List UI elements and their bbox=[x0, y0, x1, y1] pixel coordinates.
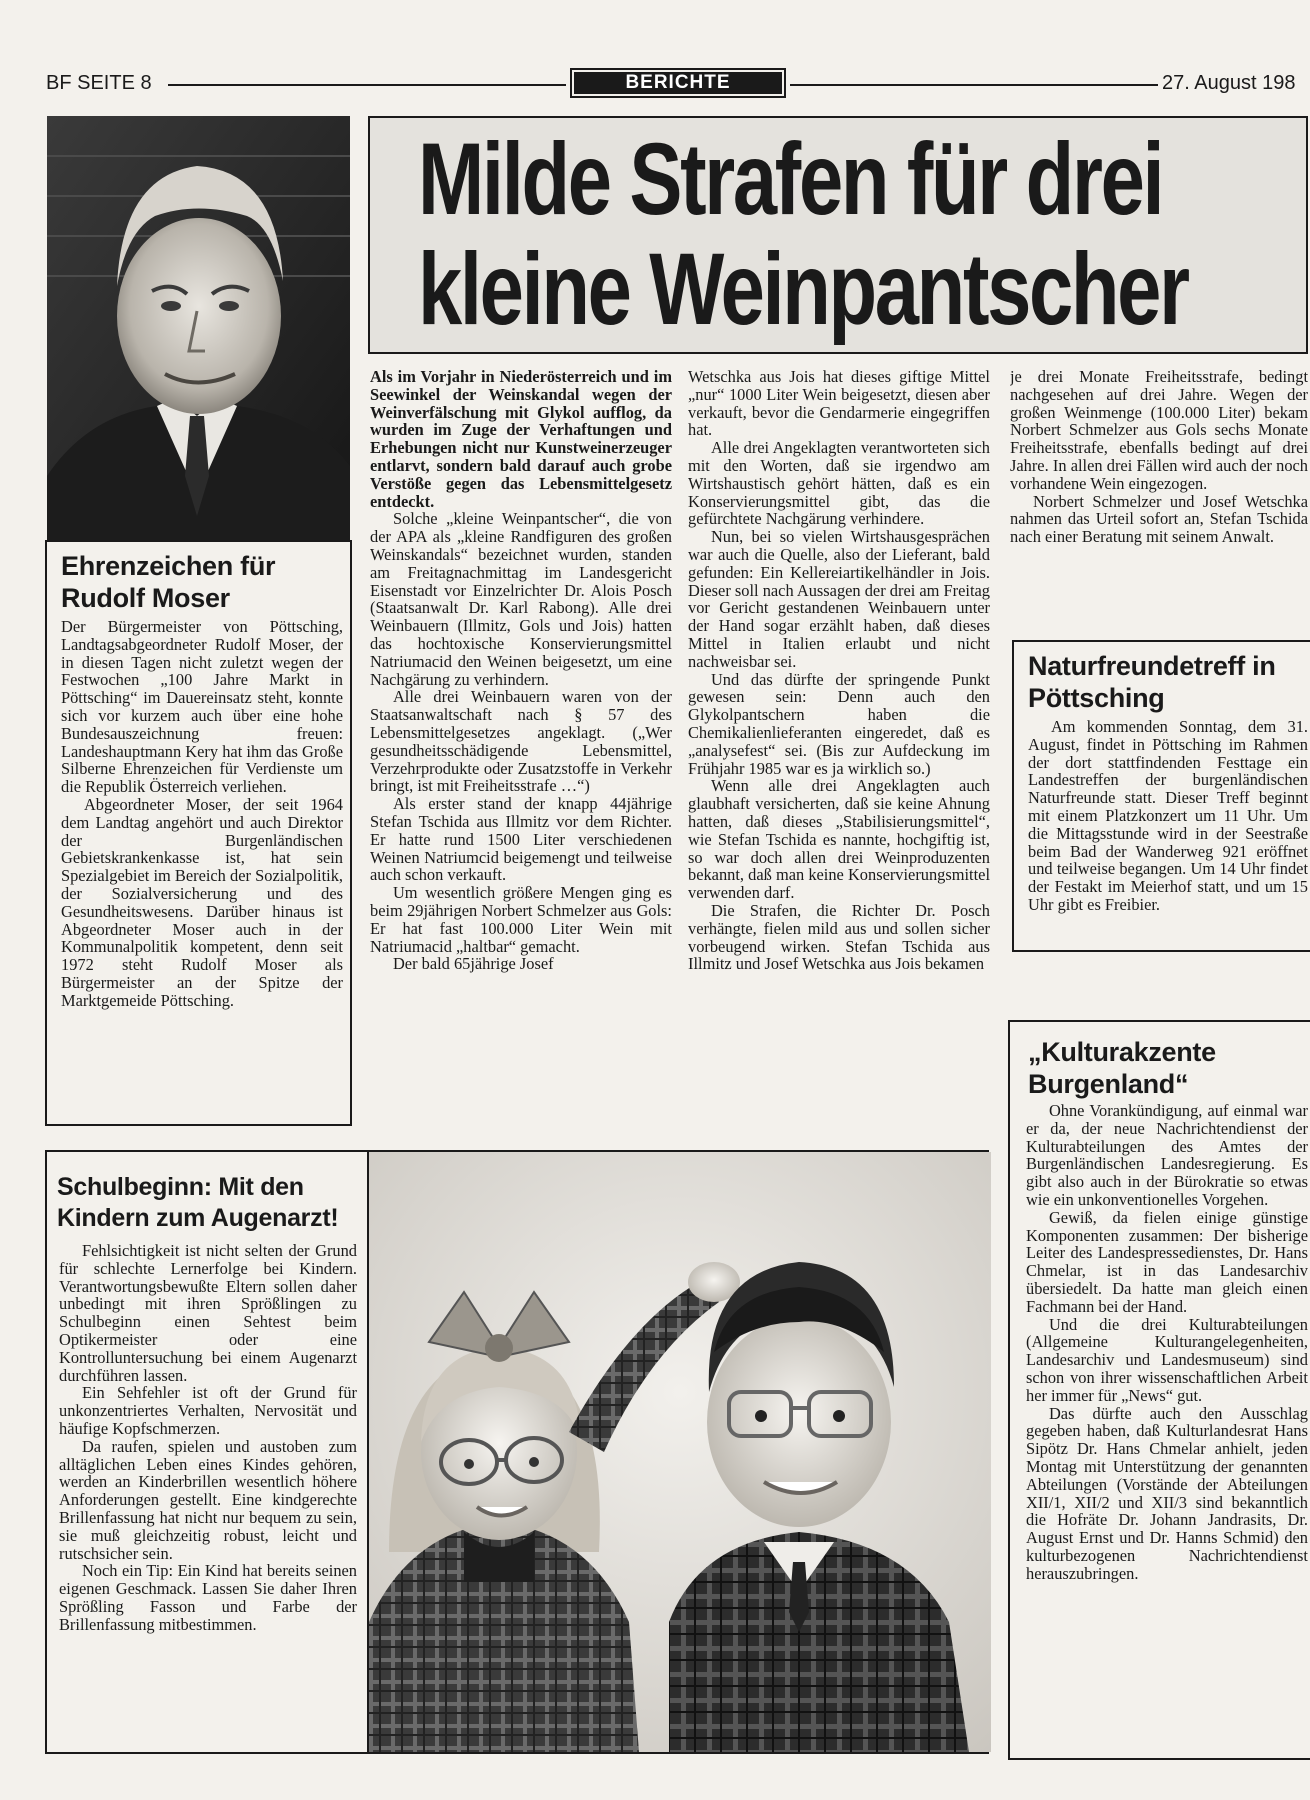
naturfreunde-article-box bbox=[1012, 640, 1310, 952]
wein-paragraph: Wenn alle drei Angeklagten auch glaubhaft versicherten, daß sie keine Ahnung hatten, daß dieses „Stabilisierungsmittel“, wie Stefan Tschida es nannte, hochgiftig ist, so war doch allen drei Weinproduzenten bekannt, daß man keine Konservierungsmittel verwenden darf. bbox=[688, 776, 990, 903]
moser-article-box bbox=[45, 540, 352, 1126]
schule-paragraph: Ein Sehfehler ist oft der Grund für unkonzentriertes Verhalten, Nervosität und häufige Kopfschmerzen. bbox=[59, 1383, 357, 1438]
section-label-box bbox=[570, 68, 786, 98]
wein-paragraph: Norbert Schmelzer und Josef Wetschka nahmen das Urteil sofort an, Stefan Tschida nach einer Beratung mit seinem Anwalt. bbox=[1010, 491, 1308, 547]
wein-paragraph: Nun, bei so vielen Wirtshausgesprächen war auch die Quelle, also der Lieferant, bald gefunden: Ein Kellereiartikelhändler in Jois. Dieser soll nach Aussagen der drei am Freitag vor Gericht gestandenen Weinbauern unter der Hand sogar erzählt haben, daß dieses Mittel in Italien erlaubt und nicht nachweisbar sei. bbox=[688, 527, 990, 671]
schule-paragraph: Fehlsichtigkeit ist nicht selten der Grund für schlechte Lernerfolge bei Kindern. Verantwortungsbewußte Eltern sollen daher unbedingt mit ihren Sprößlingen zu Schulbeginn einen Sehtest beim Optikermeister oder eine Kontrolluntersuchung bei einem Augenarzt durchführen lassen. bbox=[59, 1242, 357, 1385]
schule-title: Schulbeginn: Mit den Kindern zum Augenarzt! bbox=[57, 1173, 339, 1232]
naturfreunde-title: Naturfreundetreff in Pöttsching bbox=[1028, 651, 1276, 713]
headline-line-2: kleine Weinpantscher bbox=[418, 232, 1188, 346]
schule-paragraph: Da raufen, spielen und austoben zum alltäglichen Leben eines Kindes gehören, werden an Kinderbrillen wesentlich höhere Anforderungen gestellt. Eine kindgerechte Brillenfassung hat nicht nur bequem zu sein, sie muß gleichzeitig robust, leicht und rutschsicher sein. bbox=[59, 1436, 357, 1563]
moser-paragraph: Abgeordneter Moser, der seit 1964 dem Landtag angehört und auch Direktor der Burgenländischen Gebietskrankenkasse ist, hat sein Spezialgebiet im Bereich der Sozialpolitik, der Sozialversicherung und des Gesundheitswesens. Darüber hinaus ist Abgeordneter Moser auch in der Kommunalpolitik kompetent, denn seit 1972 steht Rudolf Moser als Bürgermeister an der Spitze der Marktgemeide Pöttsching. bbox=[61, 794, 343, 1010]
kultur-body bbox=[1026, 1102, 1308, 1754]
wein-paragraph: Die Strafen, die Richter Dr. Posch verhängte, fielen mild aus und sollen sicher vorbeugend wirken. Stefan Tschida aus Illmitz und Josef Wetschka aus Jois bekamen bbox=[688, 900, 990, 974]
moser-portrait-photo bbox=[47, 116, 350, 540]
header-rule-left bbox=[168, 84, 566, 86]
kultur-paragraph: Gewiß, da fielen einige günstige Komponenten zusammen: Der bisherige Leiter des Landespressedienstes, Dr. Hans Chmelar, ist in das Landesarchiv übersiedelt. Da hatte man gleich einen Fachmann bei der Hand. bbox=[1026, 1207, 1308, 1316]
schule-body bbox=[59, 1242, 357, 1748]
wein-paragraph: Alle drei Angeklagten verantworteten sich mit den Worten, daß sie irgendwo am Wirtshaustisch gehört hätten, daß es ein Konservierungsmittel gibt, das die gefürchtete Nachgärung verhindere. bbox=[688, 438, 990, 529]
headline-box bbox=[368, 116, 1308, 354]
kultur-paragraph: Das dürfte auch den Ausschlag gegeben haben, daß Kulturlandesrat Hans Sipötz Dr. Hans Chmelar anhielt, jeden Montag mit Unterstützung der genannten Abteilungen (Vorstände der Abteilungen XII/1, XII/2 und XII/3 sind bekanntlich die Hofräte Dr. Johann Jandrasits, Dr. August Ernst und Dr. Hanns Schmid) den kulturbezogenen Nachrichtendienst herauszubringen. bbox=[1026, 1403, 1308, 1583]
children-glasses-photo bbox=[367, 1152, 991, 1752]
section-label: BERICHTE bbox=[574, 72, 782, 94]
naturfreunde-body bbox=[1028, 718, 1308, 948]
wein-column-3 bbox=[1010, 368, 1308, 616]
headline-line-1: Milde Strafen für drei bbox=[418, 122, 1163, 236]
issue-date: 27. August 198 bbox=[1162, 72, 1296, 94]
header-rule-right bbox=[790, 84, 1158, 86]
moser-paragraph: Der Bürgermeister von Pöttsching, Landtagsabgeordneter Rudolf Moser, der in diesen Tagen nicht zuletzt wegen der Festwochen „100 Jahre Markt in Pöttsching“ im Dauereinsatz steht, konnte sich vor kurzem auch über eine hohe Bundesauszeichnung freuen: Landeshauptmann Kery hat ihm das Große Silberne Ehrenzeichen für Verdienste um die Republik Österreich verliehen. bbox=[61, 618, 343, 797]
wein-paragraph: Und das dürfte der springende Punkt gewesen sein: Denn auch den Glykolpantschern haben die Chemikalienlieferanten eingeredet, daß es „analysefest“ sei. (Bis zur Aufdeckung im Frühjahr 1985 war es ja wirklich so.) bbox=[688, 669, 990, 778]
kultur-paragraph: Und die drei Kulturabteilungen (Allgemeine Kulturangelegenheiten, Landesarchiv und Landesmuseum) sind schon von ihrer wissenschaftlichen Arbeit her immer für „News“ gut. bbox=[1026, 1314, 1308, 1405]
headline bbox=[418, 124, 1188, 344]
wein-column-1 bbox=[370, 368, 672, 1134]
naturfreunde-paragraph: Am kommenden Sonntag, dem 31. August, findet in Pöttsching im Rahmen der dort stattfindenden Festtage ein Landestreffen der burgenländischen Naturfreunde statt. Dieser Treff beginnt mit einem Platzkonzert um 11 Uhr. Um die Mittagsstunde wird in der Seestraße beim Bad der Wanderweg 921 eröffnet und teilweise begangen. Um 14 Uhr findet der Festakt im Meierhof statt, und um 15 Uhr gibt es Freibier. bbox=[1028, 718, 1308, 914]
wein-paragraph: Der bald 65jährige Josef bbox=[392, 954, 554, 974]
moser-body bbox=[61, 618, 343, 1122]
wein-paragraph: Um wesentlich größere Mengen ging es beim 29jährigen Norbert Schmelzer aus Gols: Er hat fast 100.000 Liter Wein mit Natriumacid „haltbar“ gemacht. bbox=[370, 883, 672, 956]
wein-column-2 bbox=[688, 368, 990, 1134]
wein-paragraph: Solche „kleine Weinpantscher“, die von der APA als „kleine Randfiguren des großen Weinskandals“ bezeichnet wurden, standen am Freitagnachmittag im Landesgericht Eisenstadt vor Einzelrichter Dr. Alois Posch (Staatsanwalt Dr. Karl Rabong). Alle drei Weinbauern (Illmitz, Gols und Jois) hatten das hochtoxische Konservierungsmittel Natriumacid den Weinen beigesetzt, um eine Nachgärung zu verhindern. bbox=[370, 509, 672, 689]
schule-article-box bbox=[45, 1150, 989, 1754]
moser-title: Ehrenzeichen für Rudolf Moser bbox=[61, 551, 276, 613]
kultur-title: „Kulturakzente Burgenland“ bbox=[1028, 1037, 1216, 1099]
wein-paragraph: Alle drei Weinbauern waren von der Staatsanwaltschaft nach § 57 des Lebensmittelgesetzes angeklagt. („Wer gesundheitsschädigende Lebensmittel, Verzehrprodukte oder Zusatzstoffe in Verkehr bringt, ist mit Freiheitsstrafe …“) bbox=[370, 687, 672, 796]
schule-paragraph: Noch ein Tip: Ein Kind hat bereits seinen eigenen Geschmack. Lassen Sie daher Ihren Sprößling Fasson und Farbe der Brillenfassung mitbestimmen. bbox=[59, 1561, 357, 1634]
wein-paragraph: je drei Monate Freiheitsstrafe, bedingt nachgesehen auf drei Jahre. Wegen der großen Weinmenge (100.000 Liter) bekam Norbert Schmelzer aus Gols sechs Monate Freiheitsstrafe, ebenfalls bedingt auf drei Jahre. In allen drei Fällen wird auch der noch vorhandene Wein eingezogen. bbox=[1010, 368, 1308, 493]
wein-lead: Als im Vorjahr in Niederösterreich und im Seewinkel der Weinskandal wegen der Weinverfälschung mit Glykol aufflog, da wurden im Zuge der Verhaftungen und Erhebungen nicht nur Kunstweinerzeuger entlarvt, sondern bald darauf auch grobe Verstöße gegen das Lebensmittelgesetz entdeckt. bbox=[370, 368, 672, 511]
kultur-article-box bbox=[1008, 1020, 1310, 1760]
wein-paragraph: Als erster stand der knapp 44jährige Stefan Tschida aus Illmitz vor dem Richter. Er hatte rund 1500 Liter verschiedenen Weinen Natriumcid beigemengt und teilweise auch schon verkauft. bbox=[370, 794, 672, 885]
wein-paragraph: Wetschka aus Jois hat dieses giftige Mittel „nur“ 1000 Liter Wein beigesetzt, diesen aber verkauft, bevor die Gendarmerie eingegriffen hat. bbox=[688, 368, 990, 440]
kultur-paragraph: Ohne Vorankündigung, auf einmal war er da, der neue Nachrichtendienst der Kulturabteilungen des Amtes der Burgenländischen Landesregierung. Es gibt also auch in der Bürokratie so etwas wie ein unkonventionelles Vorgehen. bbox=[1026, 1102, 1308, 1209]
page-label: BF SEITE 8 bbox=[46, 72, 152, 94]
